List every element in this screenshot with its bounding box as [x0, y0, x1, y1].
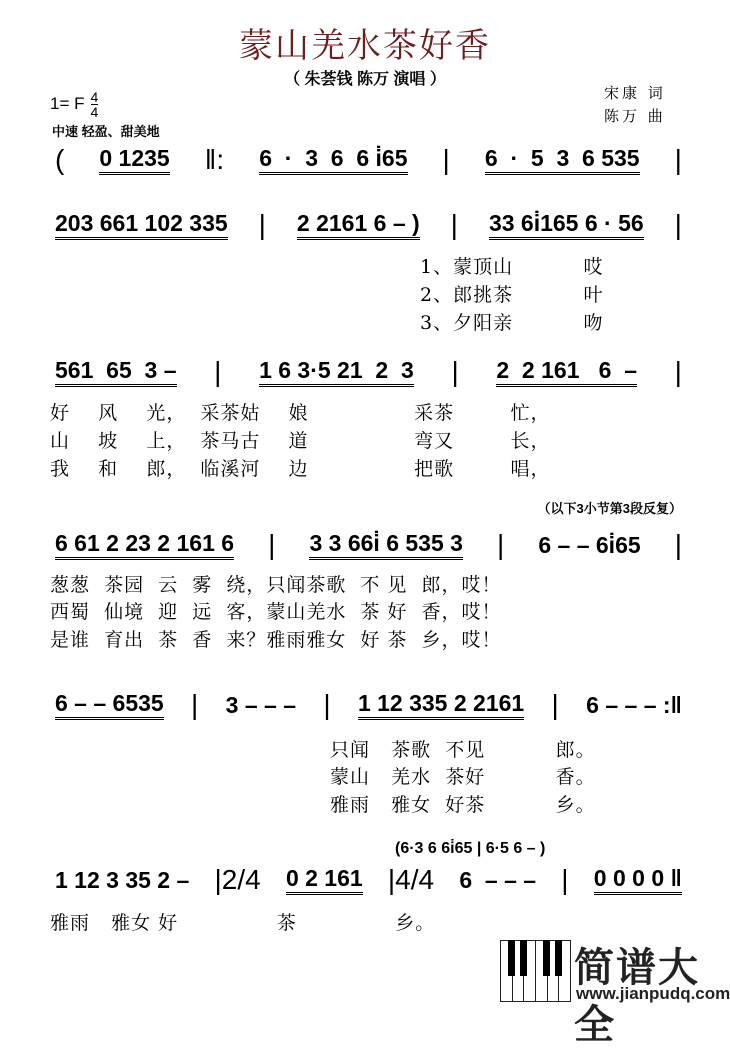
lyric-verse-2: 山 坡 上， 茶马古 道 弯又 长，: [50, 430, 551, 452]
measure: 6 – – 6i̇65: [538, 531, 641, 558]
measure: 33 6i̇165 6 · 56: [489, 210, 644, 240]
barline: |: [561, 864, 569, 895]
barline: |: [674, 529, 682, 560]
lyric-verse-2: 西蜀 仙境 迎 远 客，蒙山羌水 茶 好 香，哎！: [50, 601, 502, 623]
measure: 0 1235: [99, 145, 169, 175]
lyric-verse-3: 是谁 育出 茶 香 来？雅雨雅女 好 茶 乡，哎！: [50, 629, 502, 651]
measure: 6 61 2 23 2 161 6: [55, 530, 234, 560]
measure: 2 2 161 6 –: [496, 357, 637, 387]
measure: 0 2 161: [286, 865, 363, 895]
barline: |: [442, 144, 450, 175]
barline: |4/4: [387, 864, 435, 895]
song-title: 蒙山羌水茶好香: [239, 26, 491, 66]
barline: |: [674, 209, 682, 240]
lyric-verse-1: 只闻 茶歌 不见 郎。: [330, 739, 596, 761]
lyric-verse-1: 好 风 光， 采茶姑 娘 采茶 忙，: [50, 402, 551, 424]
lyric-verse-1: 葱葱 茶园 云 雾 绕，只闻茶歌 不 见 郎，哎！: [50, 574, 502, 596]
time-bottom: 4: [90, 104, 99, 120]
barline: |: [551, 689, 559, 720]
performers: （ 朱荟钱 陈万 演唱 ）: [284, 71, 446, 88]
measure: 6 · 5 3 6 535: [485, 145, 640, 175]
barline: |: [214, 356, 222, 387]
score-line-1: [55, 143, 682, 177]
barline: |: [258, 209, 266, 240]
measure: 6 – – –: [459, 866, 537, 893]
measure: 0 0 0 0 ‖: [594, 865, 682, 895]
lyric-verse-2: 2、郎挑茶 叶: [420, 284, 604, 306]
lyric-verse-3: 3、夕阳亲 吻: [420, 312, 604, 334]
logo-url: www.jianpudq.com: [576, 984, 730, 1003]
score-line-5: [55, 688, 682, 722]
time-signature: [91, 90, 99, 119]
barline: |: [191, 689, 199, 720]
composer: 陈万 曲: [604, 107, 666, 125]
measure: 1 6 3·5 21 2 3: [259, 357, 414, 387]
score-line-6: [55, 863, 682, 897]
barline: ‖:: [204, 144, 225, 175]
barline: |2/4: [214, 864, 261, 895]
barline: |: [674, 144, 682, 175]
lyric-verse-3: 我 和 郎， 临溪河 边 把歌 唱，: [50, 458, 551, 480]
time-top: 4: [90, 89, 99, 105]
measure: 3 – – –: [225, 691, 296, 718]
measure: 1 12 3 35 2 –: [55, 866, 190, 893]
measure: 6 · 3 6 6 i̇65: [259, 145, 407, 175]
score-line-3: [55, 355, 682, 389]
barline: |: [268, 529, 276, 560]
piano-icon: [500, 940, 570, 1000]
logo-name: 简谱大全: [574, 946, 700, 1047]
key-signature: [50, 90, 98, 119]
score-line-4: [55, 528, 682, 562]
instrumental-interlude: (6·3 6 6i̇65 | 6·5 6 – ): [395, 840, 546, 857]
barline: |: [497, 529, 505, 560]
tempo-marking: 中速 轻盈、甜美地: [52, 124, 160, 139]
lyric-verse-3: 雅雨 雅女 好茶 乡。: [330, 794, 596, 816]
measure: 561 65 3 –: [55, 357, 177, 387]
measure: 6 – – – :‖: [586, 691, 682, 718]
barline: |: [323, 689, 331, 720]
measure: 1 12 335 2 2161: [358, 690, 524, 720]
measure: 2 2161 6 – ): [297, 210, 420, 240]
key-label: 1= F: [50, 93, 85, 113]
barline: |: [674, 356, 682, 387]
barline: |: [450, 209, 458, 240]
barline: (: [55, 144, 65, 175]
measure: 6 – – 6535: [55, 690, 164, 720]
site-logo: [500, 940, 730, 1047]
lyric-verse-2: 蒙山 羌水 茶好 香。: [330, 766, 596, 788]
lyric-verse-1: 1、蒙顶山 哎: [420, 256, 604, 278]
score-line-2: [55, 208, 682, 242]
lyricist: 宋康 词: [604, 84, 666, 102]
repeat-note: （以下3小节第3段反复）: [537, 501, 682, 516]
measure: 203 661 102 335: [55, 210, 228, 240]
barline: |: [451, 356, 459, 387]
measure: 3 3 66i̇ 6 535 3: [309, 530, 462, 560]
lyric-ending: 雅雨 雅女 好 茶 乡。: [50, 912, 436, 934]
